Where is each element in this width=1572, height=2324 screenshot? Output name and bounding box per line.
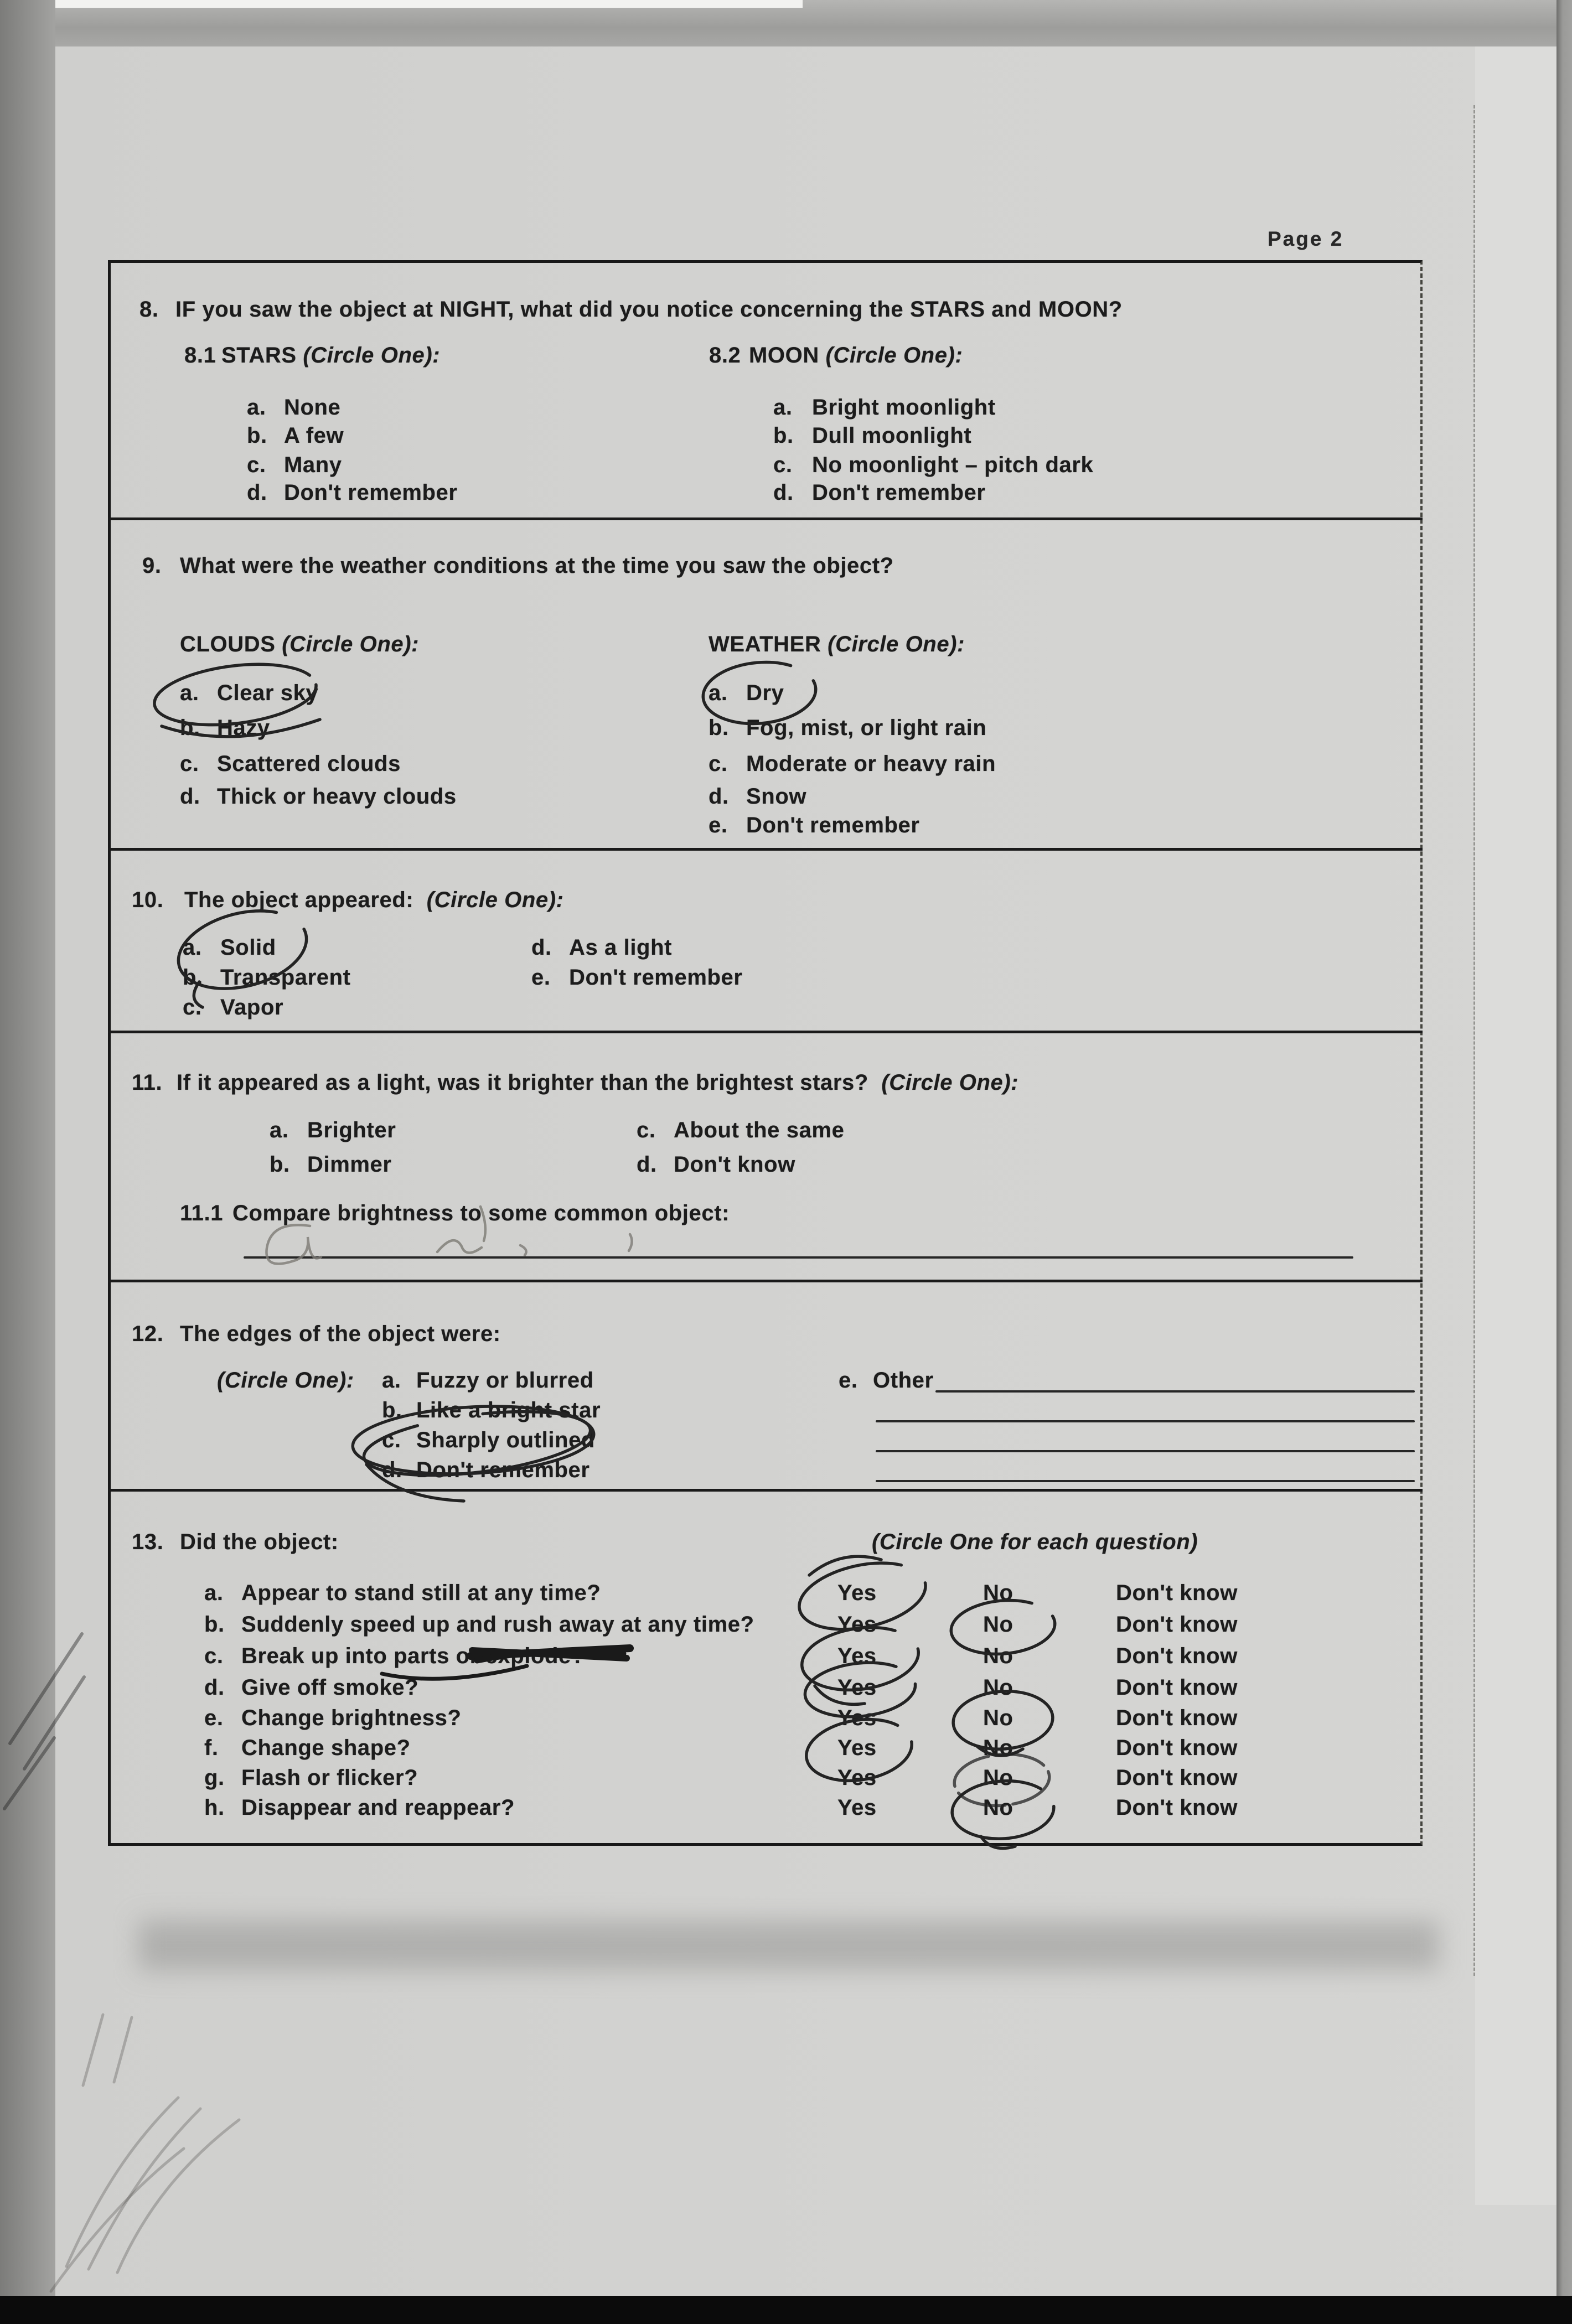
q13-row-break-up-main: Break up into parts or — [241, 1644, 479, 1668]
option-letter: c. — [382, 1428, 401, 1452]
option-letter: d. — [204, 1675, 225, 1700]
q13-row-brightness: Change brightness? — [241, 1706, 462, 1730]
q9-clouds-option-hazy: Hazy — [217, 716, 270, 740]
section-divider-4 — [108, 1280, 1423, 1282]
q9-weather-option-snow: Snow — [746, 784, 807, 809]
q8-stars-option-dont-remember: Don't remember — [284, 480, 458, 505]
q13-choice-dont-know: Don't know — [1116, 1644, 1238, 1668]
q9-weather-option-dont-remember: Don't remember — [746, 813, 920, 837]
q12-other-line-2 — [876, 1420, 1415, 1422]
option-letter: b. — [709, 716, 729, 740]
scan-bottom-edge — [0, 2296, 1572, 2324]
q8-sub1-instruction: (Circle One): — [303, 343, 441, 368]
q9-clouds-option-clear-sky: Clear sky — [217, 681, 319, 705]
q8-number: 8. — [139, 297, 159, 322]
option-letter: d. — [773, 480, 794, 505]
option-letter: e. — [839, 1368, 858, 1393]
q13-choice-yes: Yes — [837, 1581, 877, 1605]
section-divider-2 — [108, 848, 1423, 851]
option-letter: a. — [204, 1581, 224, 1605]
q8-sub1-number: 8.1 — [184, 343, 216, 368]
q13-choice-no: No — [983, 1644, 1013, 1668]
q13-choice-yes: Yes — [837, 1795, 877, 1820]
q9-clouds-header — [180, 631, 419, 658]
q13-choice-dont-know: Don't know — [1116, 1675, 1238, 1700]
q10-option-vapor: Vapor — [220, 995, 284, 1019]
option-letter: c. — [637, 1118, 656, 1142]
q11-sub-text: Compare brightness to some common object: — [232, 1201, 730, 1225]
q13-choice-no: No — [983, 1706, 1013, 1730]
q9-weather-option-fog: Fog, mist, or light rain — [746, 716, 987, 740]
q12-text: The edges of the object were: — [180, 1322, 501, 1346]
q13-choice-dont-know: Don't know — [1116, 1612, 1238, 1637]
q12-number: 12. — [132, 1322, 164, 1346]
q13-choice-dont-know: Don't know — [1116, 1766, 1238, 1790]
q10-header — [184, 887, 564, 913]
q9-weather-label: WEATHER — [709, 632, 821, 656]
option-letter: a. — [382, 1368, 401, 1393]
q13-choice-yes: Yes — [837, 1706, 877, 1730]
option-letter: c. — [204, 1644, 224, 1668]
option-letter: c. — [709, 752, 728, 776]
q13-row-stand-still: Appear to stand still at any time? — [241, 1581, 601, 1605]
q8-moon-option-dont-remember: Don't remember — [812, 480, 986, 505]
option-letter: c. — [247, 453, 266, 477]
option-letter: d. — [637, 1152, 657, 1177]
q12-option-dont-remember: Don't remember — [416, 1458, 590, 1482]
option-letter: b. — [180, 716, 200, 740]
paper-crease-line — [1473, 105, 1475, 1976]
q13-choice-yes: Yes — [837, 1736, 877, 1760]
q11-option-about-the-same: About the same — [674, 1118, 845, 1142]
q12-other-line-3 — [876, 1450, 1415, 1452]
q8-stars-option-a-few: A few — [284, 423, 344, 448]
q13-choice-dont-know: Don't know — [1116, 1706, 1238, 1730]
q11-header — [177, 1069, 1018, 1096]
q9-weather-instruction: (Circle One): — [828, 632, 965, 656]
q10-option-transparent: Transparent — [220, 965, 351, 990]
q9-weather-option-rain: Moderate or heavy rain — [746, 752, 996, 776]
q13-choice-no: No — [983, 1675, 1013, 1700]
q11-sub-number: 11.1 — [180, 1201, 224, 1225]
q11-option-brighter: Brighter — [307, 1118, 396, 1142]
q13-choice-no: No — [983, 1795, 1013, 1820]
option-letter: e. — [709, 813, 728, 837]
page-number-label: Page 2 — [1268, 227, 1344, 250]
q11-answer-line — [244, 1256, 1353, 1259]
option-letter: d. — [180, 784, 200, 809]
option-letter: b. — [247, 423, 267, 448]
q13-choice-dont-know: Don't know — [1116, 1795, 1238, 1820]
q9-number: 9. — [142, 553, 162, 578]
q8-stars-option-many: Many — [284, 453, 342, 477]
option-letter: c. — [180, 752, 199, 776]
q10-option-as-a-light: As a light — [569, 935, 673, 960]
scan-top-edge — [0, 0, 803, 8]
q9-clouds-option-scattered: Scattered clouds — [217, 752, 401, 776]
option-letter: b. — [382, 1398, 402, 1422]
q13-note: (Circle One for each question) — [872, 1530, 1198, 1554]
q12-option-other: Other — [873, 1368, 934, 1393]
option-letter: d. — [247, 480, 267, 505]
option-letter: c. — [773, 453, 793, 477]
q11-option-dont-know: Don't know — [674, 1152, 795, 1177]
option-letter: d. — [531, 935, 552, 960]
option-letter: d. — [382, 1458, 402, 1482]
q13-choice-yes: Yes — [837, 1612, 877, 1637]
q10-number: 10. — [132, 888, 164, 912]
q13-text: Did the object: — [180, 1530, 339, 1554]
q9-weather-option-dry: Dry — [746, 681, 784, 705]
q8-sub1-label: STARS — [221, 343, 297, 368]
q13-choice-no: No — [983, 1612, 1013, 1637]
q13-choice-yes: Yes — [837, 1766, 877, 1790]
option-letter: a. — [183, 935, 202, 960]
section-divider-3 — [108, 1031, 1423, 1033]
q13-choice-dont-know: Don't know — [1116, 1581, 1238, 1605]
q10-instruction: (Circle One): — [426, 888, 564, 912]
paper-right-margin — [1475, 46, 1557, 2205]
option-letter: e. — [204, 1706, 224, 1730]
q10-option-solid: Solid — [220, 935, 276, 960]
q8-sub2-label: MOON — [749, 343, 819, 368]
q8-sub1-header — [221, 342, 440, 369]
option-letter: c. — [183, 995, 202, 1019]
q13-row-flicker: Flash or flicker? — [241, 1766, 418, 1790]
q12-option-sharply-outlined: Sharply outlined — [416, 1428, 595, 1452]
section-divider-1 — [108, 517, 1423, 520]
option-letter: b. — [270, 1152, 290, 1177]
photocopy-smudge — [138, 1921, 1439, 1970]
option-letter: b. — [204, 1612, 225, 1637]
q8-moon-option-no-moonlight: No moonlight – pitch dark — [812, 453, 1094, 477]
q9-weather-header — [709, 631, 965, 658]
q13-choice-no: No — [983, 1581, 1013, 1605]
q12-option-bright-star: Like a bright star — [416, 1398, 601, 1422]
option-letter: h. — [204, 1795, 225, 1820]
option-letter: a. — [709, 681, 728, 705]
q9-clouds-option-thick: Thick or heavy clouds — [217, 784, 457, 809]
q13-row-disappear: Disappear and reappear? — [241, 1795, 515, 1820]
option-letter: d. — [709, 784, 729, 809]
q13-choice-yes: Yes — [837, 1675, 877, 1700]
scan-left-shadow — [0, 0, 55, 2324]
q8-moon-option-bright: Bright moonlight — [812, 395, 996, 420]
q9-clouds-label: CLOUDS — [180, 632, 276, 656]
q9-clouds-instruction: (Circle One): — [282, 632, 420, 656]
q12-other-line-4 — [876, 1480, 1415, 1482]
q11-option-dimmer: Dimmer — [307, 1152, 392, 1177]
q10-option-dont-remember: Don't remember — [569, 965, 743, 990]
q8-sub2-instruction: (Circle One): — [825, 343, 963, 368]
paper-right-edge — [1557, 0, 1572, 2324]
q13-choice-no: No — [983, 1766, 1013, 1790]
q13-row-break-up — [241, 1643, 585, 1669]
q13-row-break-up-struck-text: explode? — [485, 1644, 585, 1668]
section-divider-5 — [108, 1489, 1423, 1492]
q8-sub2-number: 8.2 — [709, 343, 741, 368]
q12-instruction: (Circle One): — [217, 1368, 354, 1393]
q12-other-line-1 — [935, 1390, 1415, 1393]
option-letter: g. — [204, 1766, 225, 1790]
q13-row-shape: Change shape? — [241, 1736, 411, 1760]
q11-instruction: (Circle One): — [881, 1070, 1019, 1095]
q12-option-fuzzy: Fuzzy or blurred — [416, 1368, 594, 1393]
option-letter: e. — [531, 965, 551, 990]
q8-text: IF you saw the object at NIGHT, what did you notice concerning the STARS and MOON? — [175, 297, 1123, 322]
option-letter: f. — [204, 1736, 219, 1760]
q11-text: If it appeared as a light, was it brighter than the brightest stars? — [177, 1070, 868, 1095]
option-letter: a. — [247, 395, 266, 420]
q10-text: The object appeared: — [184, 888, 414, 912]
option-letter: b. — [773, 423, 794, 448]
option-letter: a. — [270, 1118, 289, 1142]
q9-text: What were the weather conditions at the time you saw the object? — [180, 553, 894, 578]
q13-number: 13. — [132, 1530, 164, 1554]
option-letter: a. — [773, 395, 793, 420]
option-letter: a. — [180, 681, 199, 705]
q8-moon-option-dull: Dull moonlight — [812, 423, 972, 448]
q8-sub2-header — [749, 342, 963, 369]
option-letter: b. — [183, 965, 203, 990]
q13-choice-dont-know: Don't know — [1116, 1736, 1238, 1760]
q13-choice-no: No — [983, 1736, 1013, 1760]
q13-row-speed-up: Suddenly speed up and rush away at any time? — [241, 1612, 754, 1637]
q11-number: 11. — [132, 1070, 163, 1095]
q13-choice-yes: Yes — [837, 1644, 877, 1668]
q13-row-smoke: Give off smoke? — [241, 1675, 419, 1700]
q8-stars-option-none: None — [284, 395, 341, 420]
